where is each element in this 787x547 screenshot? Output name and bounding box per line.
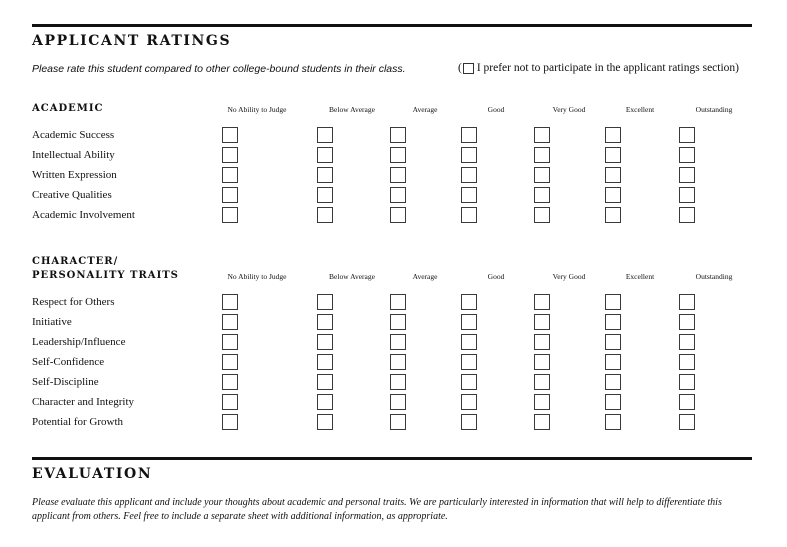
optout-checkbox[interactable] — [463, 63, 474, 74]
column-header-average: Average — [412, 272, 438, 281]
character-rating-checkbox[interactable] — [534, 354, 550, 370]
academic-rating-checkbox[interactable] — [317, 207, 333, 223]
academic-rating-checkbox[interactable] — [317, 147, 333, 163]
academic-rating-checkbox[interactable] — [534, 167, 550, 183]
academic-rating-checkbox[interactable] — [222, 127, 238, 143]
evaluation-title: EVALUATION — [32, 466, 153, 482]
character-rating-checkbox[interactable] — [222, 394, 238, 410]
character-rating-checkbox[interactable] — [222, 414, 238, 430]
column-header-below-average: Below Average — [329, 105, 375, 114]
character-rating-checkbox[interactable] — [461, 394, 477, 410]
academic-row-label: Creative Qualities — [32, 189, 112, 201]
character-row-label: Leadership/Influence — [32, 336, 126, 348]
character-rating-checkbox[interactable] — [534, 314, 550, 330]
column-header-very-good: Very Good — [552, 272, 586, 281]
character-rating-checkbox[interactable] — [679, 354, 695, 370]
academic-rating-checkbox[interactable] — [317, 187, 333, 203]
character-rating-checkbox[interactable] — [605, 334, 621, 350]
character-rating-checkbox[interactable] — [222, 374, 238, 390]
optout-paren: ( — [458, 62, 462, 74]
evaluation-text: Please evaluate this applicant and include your thoughts about academic and personal traits. We are particularly interested in information that will help to differentiate this applicant from others. Feel free to include a separate sheet with additional information, as appropriate. — [32, 497, 722, 522]
academic-rating-checkbox[interactable] — [605, 167, 621, 183]
academic-heading: ACADEMIC — [32, 103, 104, 114]
character-rating-checkbox[interactable] — [679, 394, 695, 410]
academic-row-label: Intellectual Ability — [32, 149, 115, 161]
academic-rating-checkbox[interactable] — [317, 127, 333, 143]
character-rating-checkbox[interactable] — [605, 294, 621, 310]
academic-rating-checkbox[interactable] — [605, 187, 621, 203]
optout-option[interactable] — [458, 62, 739, 74]
character-rating-checkbox[interactable] — [390, 354, 406, 370]
character-rating-checkbox[interactable] — [679, 374, 695, 390]
character-rating-checkbox[interactable] — [222, 314, 238, 330]
character-rating-checkbox[interactable] — [534, 294, 550, 310]
column-header-below-average: Below Average — [329, 272, 375, 281]
academic-rating-checkbox[interactable] — [605, 147, 621, 163]
academic-rating-checkbox[interactable] — [534, 207, 550, 223]
academic-row-label: Written Expression — [32, 169, 117, 181]
character-rating-checkbox[interactable] — [461, 294, 477, 310]
character-rating-checkbox[interactable] — [390, 414, 406, 430]
academic-rating-checkbox[interactable] — [461, 167, 477, 183]
character-rating-checkbox[interactable] — [317, 374, 333, 390]
ratings-title: APPLICANT RATINGS — [32, 33, 232, 49]
character-heading-line1: CHARACTER/ — [32, 256, 119, 267]
character-rating-checkbox[interactable] — [461, 354, 477, 370]
column-header-excellent: Excellent — [625, 105, 655, 114]
character-rating-checkbox[interactable] — [390, 394, 406, 410]
character-rating-checkbox[interactable] — [222, 294, 238, 310]
column-header-outstanding: Outstanding — [695, 272, 733, 281]
academic-rating-checkbox[interactable] — [679, 147, 695, 163]
academic-rating-checkbox[interactable] — [390, 147, 406, 163]
character-rating-checkbox[interactable] — [534, 374, 550, 390]
column-header-very-good: Very Good — [552, 105, 586, 114]
character-rating-checkbox[interactable] — [605, 374, 621, 390]
character-rating-checkbox[interactable] — [390, 294, 406, 310]
character-rating-checkbox[interactable] — [317, 354, 333, 370]
character-heading-line2: PERSONALITY TRAITS — [32, 270, 179, 281]
academic-rating-checkbox[interactable] — [679, 187, 695, 203]
academic-row-label: Academic Success — [32, 129, 115, 141]
character-rating-checkbox[interactable] — [605, 414, 621, 430]
academic-rating-checkbox[interactable] — [317, 167, 333, 183]
character-rating-checkbox[interactable] — [679, 314, 695, 330]
character-rating-checkbox[interactable] — [222, 354, 238, 370]
academic-rating-checkbox[interactable] — [390, 127, 406, 143]
character-row-label: Self-Discipline — [32, 376, 99, 388]
academic-rating-checkbox[interactable] — [534, 147, 550, 163]
character-rating-checkbox[interactable] — [461, 374, 477, 390]
character-rating-checkbox[interactable] — [534, 414, 550, 430]
character-row-label: Respect for Others — [32, 296, 115, 308]
character-rating-checkbox[interactable] — [605, 394, 621, 410]
character-rating-checkbox[interactable] — [390, 374, 406, 390]
character-rating-checkbox[interactable] — [317, 394, 333, 410]
academic-rating-checkbox[interactable] — [222, 187, 238, 203]
academic-rating-checkbox[interactable] — [222, 167, 238, 183]
character-rating-checkbox[interactable] — [679, 294, 695, 310]
character-rating-checkbox[interactable] — [461, 414, 477, 430]
column-header-good: Good — [487, 272, 505, 281]
character-rating-checkbox[interactable] — [534, 334, 550, 350]
academic-rating-checkbox[interactable] — [390, 207, 406, 223]
optout-label: I prefer not to participate in the applicant ratings section) — [476, 62, 740, 74]
column-header-no-ability-to-judge: No Ability to Judge — [227, 105, 287, 114]
academic-rating-checkbox[interactable] — [605, 207, 621, 223]
academic-rating-checkbox[interactable] — [534, 187, 550, 203]
academic-rating-checkbox[interactable] — [222, 207, 238, 223]
character-rating-checkbox[interactable] — [605, 314, 621, 330]
character-row-label: Potential for Growth — [32, 416, 124, 428]
academic-rating-checkbox[interactable] — [679, 207, 695, 223]
column-header-average: Average — [412, 105, 438, 114]
academic-rating-checkbox[interactable] — [461, 127, 477, 143]
character-rating-checkbox[interactable] — [317, 334, 333, 350]
character-rating-checkbox[interactable] — [317, 294, 333, 310]
academic-rating-checkbox[interactable] — [222, 147, 238, 163]
character-row-label: Initiative — [32, 316, 72, 328]
academic-rating-checkbox[interactable] — [679, 167, 695, 183]
ratings-instruction: Please rate this student compared to other college-bound students in their class. — [32, 63, 406, 75]
character-rating-checkbox[interactable] — [605, 354, 621, 370]
character-rating-checkbox[interactable] — [222, 334, 238, 350]
character-rating-checkbox[interactable] — [679, 334, 695, 350]
character-rating-checkbox[interactable] — [461, 334, 477, 350]
character-rating-checkbox[interactable] — [317, 314, 333, 330]
academic-rating-checkbox[interactable] — [461, 207, 477, 223]
academic-rating-checkbox[interactable] — [605, 127, 621, 143]
character-rating-checkbox[interactable] — [390, 314, 406, 330]
character-rating-checkbox[interactable] — [461, 314, 477, 330]
character-row-label: Self-Confidence — [32, 356, 105, 368]
character-row-label: Character and Integrity — [32, 396, 135, 408]
evaluation-rule — [32, 457, 752, 460]
character-rating-checkbox[interactable] — [679, 414, 695, 430]
character-rating-checkbox[interactable] — [534, 394, 550, 410]
academic-rating-checkbox[interactable] — [461, 187, 477, 203]
character-rating-checkbox[interactable] — [390, 334, 406, 350]
academic-row-label: Academic Involvement — [32, 209, 135, 221]
academic-rating-checkbox[interactable] — [679, 127, 695, 143]
academic-rating-checkbox[interactable] — [390, 167, 406, 183]
academic-rating-checkbox[interactable] — [461, 147, 477, 163]
academic-rating-checkbox[interactable] — [390, 187, 406, 203]
column-header-good: Good — [487, 105, 505, 114]
column-header-no-ability-to-judge: No Ability to Judge — [227, 272, 287, 281]
character-rating-checkbox[interactable] — [317, 414, 333, 430]
column-header-outstanding: Outstanding — [695, 105, 733, 114]
column-header-excellent: Excellent — [625, 272, 655, 281]
academic-rating-checkbox[interactable] — [534, 127, 550, 143]
top-rule — [32, 24, 752, 27]
